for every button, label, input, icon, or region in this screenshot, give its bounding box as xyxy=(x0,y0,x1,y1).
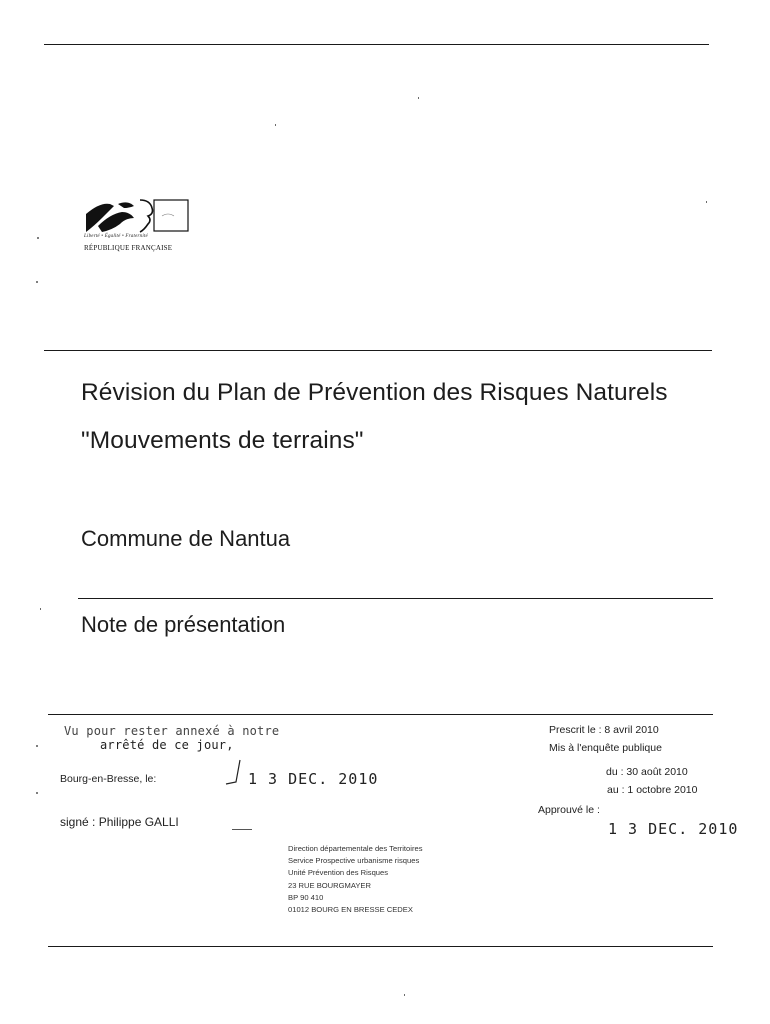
inquiry-to: au : 1 octobre 2010 xyxy=(607,784,698,796)
place-label: Bourg-en-Bresse, le: xyxy=(60,773,157,785)
document-title-line2: "Mouvements de terrains" xyxy=(81,427,364,454)
title-top-rule xyxy=(44,350,712,351)
document-type: Note de présentation xyxy=(81,612,286,637)
logo-republic: RÉPUBLIQUE FRANÇAISE xyxy=(84,244,173,252)
address-line: Unité Prévention des Risques xyxy=(288,868,389,878)
prescribed-date: Prescrit le : 8 avril 2010 xyxy=(549,724,659,736)
address-line: 23 RUE BOURGMAYER xyxy=(288,880,371,890)
logo-motto: Liberté • Égalité • Fraternité xyxy=(84,234,148,239)
annex-stamp-line1: Vu pour rester annexé à notre xyxy=(64,724,280,738)
scan-speck xyxy=(36,792,38,794)
signature-stroke xyxy=(232,829,252,830)
scan-speck xyxy=(706,201,707,203)
address-line: Service Prospective urbanisme risques xyxy=(288,856,420,866)
address-line: Direction départementale des Territoires xyxy=(288,844,423,853)
scan-speck xyxy=(404,994,405,996)
scan-speck xyxy=(36,745,38,747)
address-line: 01012 BOURG EN BRESSE CEDEX xyxy=(288,905,413,915)
issuer-address xyxy=(288,843,423,916)
commune-name: Commune de Nantua xyxy=(81,526,291,551)
inquiry-label: Mis à l'enquête publique xyxy=(549,742,662,754)
document-title-line1: Révision du Plan de Prévention des Risques Naturels xyxy=(81,379,668,406)
scan-speck xyxy=(418,97,419,99)
top-rule xyxy=(44,44,709,45)
scan-speck xyxy=(275,124,276,126)
footer-top-rule xyxy=(48,714,713,715)
scan-speck xyxy=(40,608,41,610)
address-line: BP 90 410 xyxy=(288,892,324,902)
inquiry-from: du : 30 août 2010 xyxy=(606,766,688,778)
approved-stamp-date: 1 3 DEC. 2010 xyxy=(608,820,739,838)
scan-speck xyxy=(37,237,39,239)
signed-by: signé : Philippe GALLI xyxy=(60,815,179,829)
bottom-rule xyxy=(48,946,713,947)
signature-mark xyxy=(222,758,244,788)
scan-speck xyxy=(36,281,38,283)
annex-stamp-date: 1 3 DEC. 2010 xyxy=(248,770,379,788)
approved-label: Approuvé le : xyxy=(538,804,600,816)
annex-stamp-line2: arrêté de ce jour, xyxy=(100,738,234,752)
note-top-rule xyxy=(78,598,713,599)
